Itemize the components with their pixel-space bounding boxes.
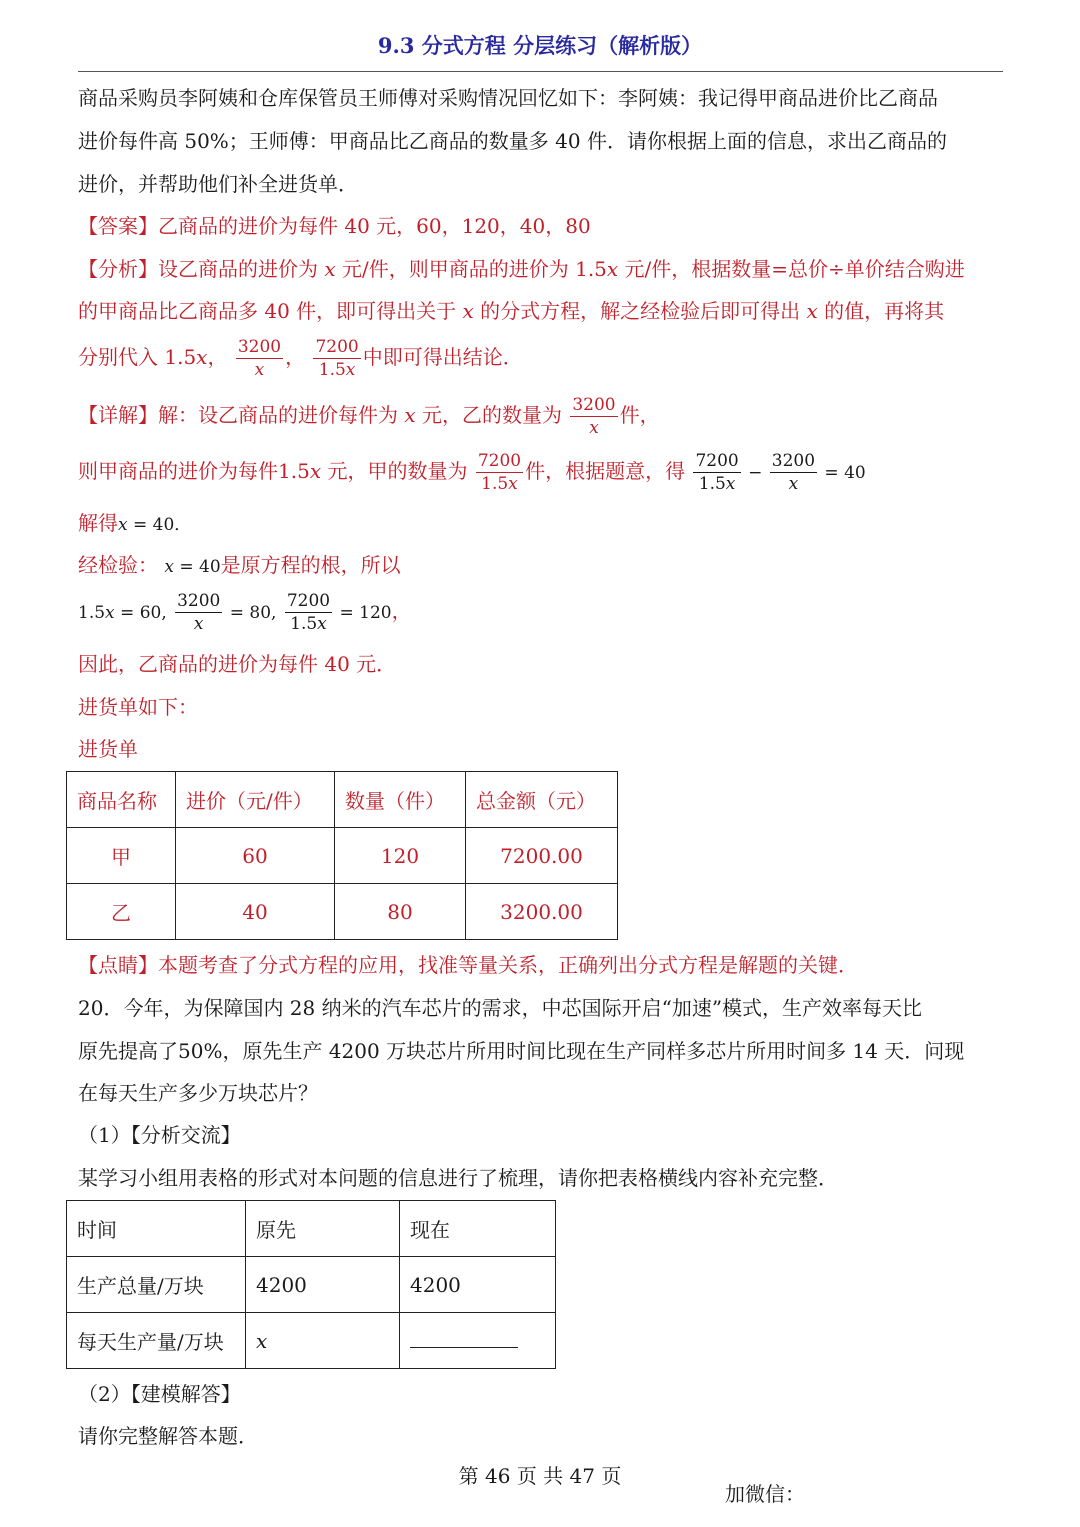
table-header: 原先 [246, 1201, 400, 1257]
part2-heading: （2）【建模解答】 [78, 1382, 241, 1406]
problem20-line2: 原先提高了50%，原先生产 4200 万块芯片所用时间比现在生产同样多芯片所用时间多 14 天．问现 [78, 1039, 965, 1063]
detail-line2: 则甲商品的进价为每件1.5x 元，甲的数量为 $\frac{7200}{1.5x}$ 件，根据题意，得 $\frac{7200}{1.5x}$ − $\frac{3200}{x}$ = 40 [78, 451, 866, 494]
table-header: 数量（件） [335, 772, 466, 828]
table-header: 商品名称 [67, 772, 176, 828]
table-cell: 80 [335, 884, 466, 940]
table-header-row [67, 772, 618, 828]
page-title: 9.3 分式方程 分层练习（解析版） [377, 33, 703, 58]
table-header: 现在 [400, 1201, 556, 1257]
analysis-line1: 【分析】设乙商品的进价为 x 元/件，则甲商品的进价为 1.5x 元/件，根据数量=总价÷单价结合购进 [78, 257, 965, 281]
problem19-line1: 商品采购员李阿姨和仓库保管员王师傅对采购情况回忆如下：李阿姨：我记得甲商品进价比乙商品 [78, 86, 938, 110]
page-number: 第 46 页 共 47 页 [458, 1464, 622, 1488]
table-header: 进价（元/件） [176, 772, 335, 828]
table-cell: 生产总量/万块 [67, 1257, 246, 1313]
problem20-line3: 在每天生产多少万块芯片？ [78, 1081, 318, 1105]
fraction-7200-over-1.5x: $\frac{7200}{1.5x}$ [315, 337, 359, 380]
header-divider [78, 71, 1003, 72]
purchase-table [66, 771, 618, 940]
table-row [67, 1257, 556, 1313]
table-header: 时间 [67, 1201, 246, 1257]
table-header: 总金额（元） [466, 772, 618, 828]
table-row [67, 828, 618, 884]
table-cell: 40 [176, 884, 335, 940]
table-caption: 进货单 [78, 737, 138, 761]
table-cell: 3200.00 [466, 884, 618, 940]
part2-description: 请你完整解答本题． [78, 1424, 258, 1448]
detail-line6: 因此，乙商品的进价为每件 40 元． [78, 652, 397, 676]
table-cell: 乙 [67, 884, 176, 940]
fraction-3200-over-x: $\frac{3200}{x}$ [177, 591, 221, 634]
analysis-line3: 分别代入 1.5x， $\frac{3200}{x}$ ， $\frac{7200}{1.5x}$ 中即可得出结论． [78, 337, 523, 380]
detail-line1: 【详解】解：设乙商品的进价每件为 x 元，乙的数量为 $\frac{3200}{x}$ 件， [78, 395, 660, 438]
detail-line4: 经检验： x = 40是原方程的根，所以 [78, 553, 401, 577]
problem19-line3: 进价，并帮助他们补全进货单． [78, 172, 358, 196]
table-row [67, 1313, 556, 1369]
problem19-line2: 进价每件高 50%；王师傅：甲商品比乙商品的数量多 40 件．请你根据上面的信息，求出乙商品的 [78, 129, 947, 153]
part1-description: 某学习小组用表格的形式对本问题的信息进行了梳理，请你把表格横线内容补充完整． [78, 1166, 838, 1190]
table-cell: 60 [176, 828, 335, 884]
table-cell: 每天生产量/万块 [67, 1313, 246, 1369]
table-cell: 4200 [246, 1257, 400, 1313]
table-cell: 120 [335, 828, 466, 884]
fraction-3200-over-x: $\frac{3200}{x}$ [237, 337, 282, 380]
production-table [66, 1200, 556, 1369]
table-cell: 甲 [67, 828, 176, 884]
fill-in-blank [410, 1333, 518, 1348]
table-cell-blank [400, 1313, 556, 1369]
problem20-line1: 20．今年，为保障国内 28 纳米的汽车芯片的需求，中芯国际开启“加速”模式，生产效率每天比 [78, 996, 923, 1020]
table-header-row [67, 1201, 556, 1257]
fraction-3200-over-x: $\frac{3200}{x}$ [572, 395, 616, 438]
answer-line: 【答案】乙商品的进价为每件 40 元，60，120，40，80 [78, 214, 591, 238]
detail-line5: 1.5x = 60, $\frac{3200}{x}$ = 80, $\frac{7200}{1.5x}$ = 120， [78, 591, 412, 634]
table-cell: x [246, 1313, 400, 1369]
detail-line3: 解得x = 40． [78, 511, 192, 535]
table-cell: 4200 [400, 1257, 556, 1313]
table-row [67, 884, 618, 940]
analysis-line2: 的甲商品比乙商品多 40 件，即可得出关于 x 的分式方程，解之经检验后即可得出 x 的值，再将其 [78, 299, 945, 323]
wechat-label: 加微信： [725, 1482, 805, 1506]
fraction-3200-over-x: $\frac{3200}{x}$ [771, 451, 816, 494]
comment-line: 【点睛】本题考查了分式方程的应用，找准等量关系，正确列出分式方程是解题的关键． [78, 953, 858, 977]
fraction-7200-over-1.5x: $\frac{7200}{1.5x}$ [286, 591, 331, 634]
detail-line7: 进货单如下： [78, 695, 198, 719]
part1-heading: （1）【分析交流】 [78, 1123, 241, 1147]
table-cell: 7200.00 [466, 828, 618, 884]
fraction-7200-over-1.5x: $\frac{7200}{1.5x}$ [477, 451, 522, 494]
fraction-7200-over-1.5x: $\frac{7200}{1.5x}$ [695, 451, 739, 494]
